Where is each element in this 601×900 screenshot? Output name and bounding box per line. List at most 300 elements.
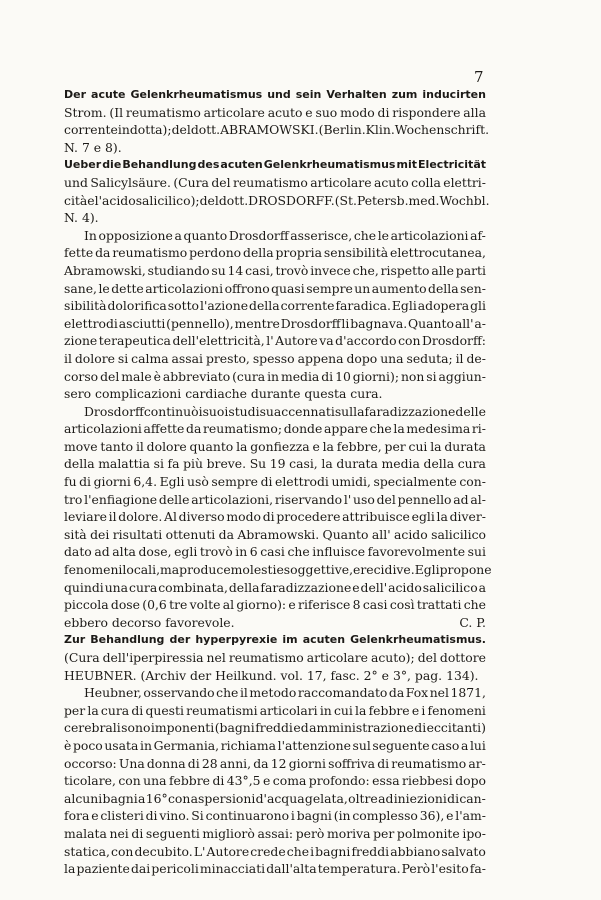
word: bagni (315, 843, 351, 859)
word: asserisce, (290, 227, 353, 243)
word: il (455, 350, 464, 366)
word: acido (388, 579, 422, 595)
word: reumatismi (186, 702, 258, 718)
word: sità (64, 526, 87, 542)
word: la (64, 861, 76, 877)
word: elettrodi (64, 315, 118, 331)
word: acute (91, 88, 126, 101)
word: egli (174, 544, 198, 560)
word: 19 (269, 456, 286, 472)
word: l'esito (431, 861, 469, 877)
text-line (64, 121, 490, 139)
word: 17, (306, 667, 331, 683)
word: abbiano (390, 843, 441, 859)
word: Gelenkrheumatismus (130, 88, 263, 101)
word: con- (459, 474, 486, 490)
word: ad (453, 491, 469, 507)
word: reumatismo (125, 104, 201, 120)
word: sen- (460, 280, 486, 296)
word: hyperpyrexie (195, 633, 278, 647)
word: med. (408, 192, 440, 208)
word: soffriva (328, 755, 376, 771)
word: con (111, 843, 134, 859)
text-line (64, 579, 486, 597)
word: alcuni (64, 790, 103, 806)
text-line (64, 262, 486, 280)
word: 36), (419, 808, 445, 824)
word: tro (64, 491, 83, 507)
word: di (447, 790, 460, 806)
word: riservando (274, 491, 343, 507)
word: un (354, 280, 371, 296)
word: della (249, 298, 280, 314)
word: minacciati (199, 861, 266, 877)
word: i (198, 403, 203, 419)
word: quasi (271, 280, 305, 296)
word: durata (336, 456, 378, 472)
word: corso (64, 368, 99, 384)
word: pennello (397, 491, 452, 507)
word: dell'iperpiressia (102, 650, 204, 665)
word: Egli (391, 298, 417, 314)
word: Heubner, (84, 685, 142, 701)
word: 1871, (450, 685, 486, 701)
text-line (64, 649, 486, 667)
word: in (267, 368, 280, 384)
word: leviare (64, 509, 107, 525)
word: i (421, 702, 426, 718)
word: media (280, 368, 320, 384)
word: occorso: (64, 755, 117, 771)
word: (Berlin. (318, 122, 366, 138)
word: riebbesi (402, 773, 453, 789)
word: la (430, 438, 442, 454)
word: Klin. (365, 122, 395, 138)
word: l'enfiagione (84, 491, 158, 507)
text-line (64, 86, 486, 104)
word: ar- (468, 755, 486, 771)
word: dose, (138, 544, 172, 560)
word: polmonite (396, 825, 460, 841)
word: alle (431, 262, 454, 278)
word: seduta; (406, 350, 453, 366)
word: del (211, 174, 231, 190)
text-line (64, 104, 486, 122)
word: del (376, 491, 396, 507)
word: medesima (406, 421, 471, 437)
word: di (212, 773, 225, 789)
word: iniezioni (393, 790, 447, 806)
text-line (64, 491, 486, 509)
word: si (426, 368, 437, 384)
word: ad (94, 544, 110, 560)
line-text: ebbero decorso favorevole. (64, 614, 235, 630)
word: offrono (224, 280, 270, 296)
word: i (290, 808, 295, 824)
word: parti (455, 262, 486, 278)
word: della (423, 456, 455, 472)
word: l'am- (455, 808, 486, 824)
word: Egli (159, 474, 185, 490)
word: oltre (348, 790, 378, 806)
word: ad (378, 790, 394, 806)
word: media (381, 456, 420, 472)
word: aspersioni (190, 790, 256, 806)
word: e (381, 667, 393, 683)
word: casi (362, 597, 388, 613)
word: durante (250, 386, 305, 402)
word: con (167, 790, 191, 806)
word: mit (396, 158, 418, 172)
word: procedere (276, 509, 341, 525)
word: acuto); (370, 650, 415, 665)
word: N. (64, 139, 82, 155)
word: usò (187, 474, 209, 490)
word: der (190, 667, 216, 683)
word: elettrocutanea, (390, 245, 486, 261)
word: Salicylsäure. (90, 174, 171, 190)
word: DROSDORFF. (248, 192, 335, 208)
word: seguente (372, 737, 430, 753)
word: ri- (471, 421, 486, 437)
word: ticolare, (64, 773, 116, 789)
word: asciutti (118, 315, 166, 331)
word: che (287, 544, 310, 560)
word: suo (315, 104, 338, 120)
word: articolazioni (390, 227, 469, 243)
word: bagnava. (350, 315, 408, 331)
word: che (286, 843, 310, 859)
word: influisce (312, 544, 366, 560)
word: tanto (100, 438, 134, 454)
word: così (389, 597, 415, 613)
word: 8 (352, 597, 361, 613)
word: piccola (64, 597, 109, 613)
word: giorni (93, 474, 131, 490)
word: Una (118, 755, 145, 771)
word: Verhalten (326, 88, 387, 101)
text-line (64, 174, 486, 192)
word: acuten (302, 633, 346, 647)
word: und (64, 174, 88, 190)
word: l' (266, 333, 274, 349)
word: fenomeni (427, 702, 486, 718)
word: casi, (245, 262, 274, 278)
word: giorni); (352, 368, 400, 384)
word: in (319, 702, 332, 718)
word: che (353, 227, 377, 243)
word: Strom. (64, 104, 107, 120)
word: (cura (232, 368, 266, 384)
word: con (398, 333, 421, 349)
author-initials: C. P. (459, 614, 486, 630)
word: perdono (189, 245, 242, 261)
word: adopera (417, 298, 470, 314)
word: molestie (230, 562, 284, 578)
word: Abramowski, (64, 262, 146, 278)
word: di (377, 755, 390, 771)
word: Autore (275, 333, 318, 349)
word: e (93, 139, 106, 155)
word: quindi (64, 579, 104, 595)
word: sempre (211, 474, 259, 490)
word: modo (226, 509, 261, 525)
word: dolore (74, 350, 115, 366)
word: suaccennati (259, 403, 335, 419)
word: complicazioni (95, 386, 186, 402)
word: propria (275, 245, 323, 261)
word: d'acqua (255, 790, 305, 806)
word: faradizzazione (260, 579, 352, 595)
word: fora (64, 808, 90, 824)
word: amministrazione (309, 720, 414, 736)
word: acuto (373, 174, 409, 190)
word: da (253, 755, 269, 771)
word: im (282, 633, 298, 647)
word: della (428, 280, 459, 296)
word: terapeutica (98, 333, 171, 349)
word: febbre, (336, 438, 382, 454)
word: il (239, 685, 248, 701)
word: cura (100, 702, 130, 718)
text-line (64, 315, 486, 333)
word: L' (193, 843, 206, 859)
word: salicilico); (135, 192, 200, 208)
word: i (310, 843, 315, 859)
word: 4). (81, 210, 99, 226)
word: sane, (64, 280, 97, 296)
word: che, (352, 262, 379, 278)
word: lui (469, 737, 486, 753)
word: coma (272, 773, 307, 789)
word: Drosdorff (228, 227, 289, 243)
text-line (64, 807, 486, 825)
word: Quanto (322, 526, 369, 542)
word: zione (64, 333, 98, 349)
text-line (64, 297, 486, 315)
word: nel (429, 685, 449, 701)
word: una (143, 773, 167, 789)
word: Wochbl. (439, 192, 490, 208)
word: rispetto (380, 262, 430, 278)
word: sotto (167, 298, 200, 314)
word: giorno): (236, 597, 287, 613)
word: spesso (252, 350, 295, 366)
word: e (312, 438, 320, 454)
word: gli (470, 298, 486, 314)
word: durata (444, 438, 486, 454)
word: Gelenkrheumatismus. (350, 633, 486, 647)
text-line (64, 139, 486, 157)
text-line (64, 631, 486, 649)
word: reumatismo (112, 245, 188, 261)
word: a (174, 227, 182, 243)
word: l'attenzione (277, 737, 351, 753)
word: ma (160, 562, 180, 578)
word: e (263, 773, 271, 789)
word: di (131, 702, 144, 718)
word: poco (72, 737, 103, 753)
text-line (64, 526, 486, 544)
word: va (319, 333, 334, 349)
word: volte (189, 597, 221, 613)
word: giorni (288, 755, 326, 771)
text-line (64, 438, 486, 456)
word: Abramowski. (237, 526, 320, 542)
word: e (288, 597, 296, 613)
text-line (64, 702, 486, 720)
word: dell' (360, 579, 388, 595)
word: (bagni (214, 720, 255, 736)
word: mentre (234, 315, 280, 331)
word: cura (457, 456, 486, 472)
text-line (64, 684, 486, 702)
text-line (64, 420, 486, 438)
word: sul (352, 737, 371, 753)
word: Drosdorff (84, 403, 144, 419)
body-text (64, 86, 492, 878)
word: Gelenkrheumatismus (263, 158, 396, 172)
word: articolare (310, 174, 372, 190)
word: calma (131, 350, 169, 366)
text-line (64, 227, 486, 245)
word: sein (295, 88, 322, 101)
word: le (377, 227, 389, 243)
text-line (64, 667, 486, 685)
word: ABRAMOWSKI. (220, 122, 319, 138)
word: dott. (218, 192, 249, 208)
page-number: 7 (474, 68, 484, 86)
word: gonfiezza (250, 438, 310, 454)
word: fa- (469, 861, 486, 877)
word: con (118, 773, 141, 789)
word: corrente (64, 122, 118, 138)
text-line (64, 596, 486, 614)
word: quanto (189, 438, 234, 454)
word: però (295, 825, 325, 841)
text-line (64, 403, 486, 421)
word: recidive. (360, 562, 415, 578)
word: und (267, 88, 291, 101)
word: l' (343, 491, 352, 507)
word: il (108, 509, 117, 525)
word: dottore (439, 650, 486, 665)
word: Però (401, 861, 431, 877)
word: cità (64, 192, 88, 208)
word: de- (466, 350, 486, 366)
word: che (216, 685, 239, 701)
word: seguenti (145, 825, 200, 841)
word: diver- (449, 509, 486, 525)
word: sempre (306, 280, 353, 296)
word: la (436, 509, 448, 525)
word: dott. (190, 122, 221, 138)
word: sero (64, 386, 96, 402)
word: Su (249, 456, 267, 472)
word: cui (408, 438, 428, 454)
text-line (64, 737, 486, 755)
word: cerebrali (64, 720, 121, 736)
word: su (211, 262, 226, 278)
word: la (236, 438, 248, 454)
word: Si (191, 808, 204, 824)
word: cura. (350, 386, 383, 402)
word: Al (164, 509, 177, 525)
word: aggiun- (438, 368, 486, 384)
word: risultati (112, 526, 163, 542)
word: del (417, 650, 437, 665)
word: 6,4. (133, 474, 158, 490)
word: Ueber (64, 158, 102, 172)
word: 7 (81, 139, 94, 155)
word: Drosdorff: (421, 333, 486, 349)
word: move (64, 438, 98, 454)
word: salicilico (422, 579, 478, 595)
word: dopo (346, 350, 378, 366)
word: Drosdorff (280, 315, 341, 331)
word: delle (158, 491, 190, 507)
word: trovò (275, 262, 309, 278)
word: (St. (334, 192, 357, 208)
word: gelata, (304, 790, 348, 806)
word: locali, (122, 562, 161, 578)
word: della (64, 456, 95, 472)
word: il (64, 350, 72, 366)
word: si (117, 350, 129, 366)
word: alta (112, 544, 136, 560)
word: articolari (259, 702, 318, 718)
word: fa (167, 456, 180, 472)
word: faradizzazione (364, 403, 456, 419)
word: di (321, 368, 334, 384)
word: assai: (257, 825, 294, 841)
word: 10 (335, 368, 351, 384)
word: e (91, 808, 99, 824)
text-line (64, 280, 486, 298)
word: 43°,5 (226, 773, 261, 789)
word: vino. (159, 808, 190, 824)
word: ed (293, 720, 309, 736)
word: statica, (64, 843, 110, 859)
word: il (135, 438, 144, 454)
word: richiama (220, 737, 277, 753)
word: di (145, 808, 158, 824)
word: malattia (98, 456, 150, 472)
word: da (186, 421, 202, 437)
word: per (384, 438, 406, 454)
word: dopo (455, 773, 486, 789)
word: metodo (249, 685, 297, 701)
word: colla (411, 174, 441, 190)
word: inducirten (422, 88, 486, 101)
word: temperatura. (317, 861, 401, 877)
word: invece (310, 262, 351, 278)
word: caso (431, 737, 460, 753)
word: migliorò (202, 825, 255, 841)
text-line (64, 790, 486, 808)
word: una (380, 350, 404, 366)
word: da (95, 245, 111, 261)
word: cui (333, 702, 353, 718)
word: pericoli (151, 861, 199, 877)
word: crede (250, 843, 286, 859)
word: fu (64, 474, 77, 490)
word: è (64, 737, 72, 753)
word: propone (439, 562, 492, 578)
word: sulla (334, 403, 365, 419)
word: a (460, 737, 469, 753)
word: le (98, 280, 110, 296)
